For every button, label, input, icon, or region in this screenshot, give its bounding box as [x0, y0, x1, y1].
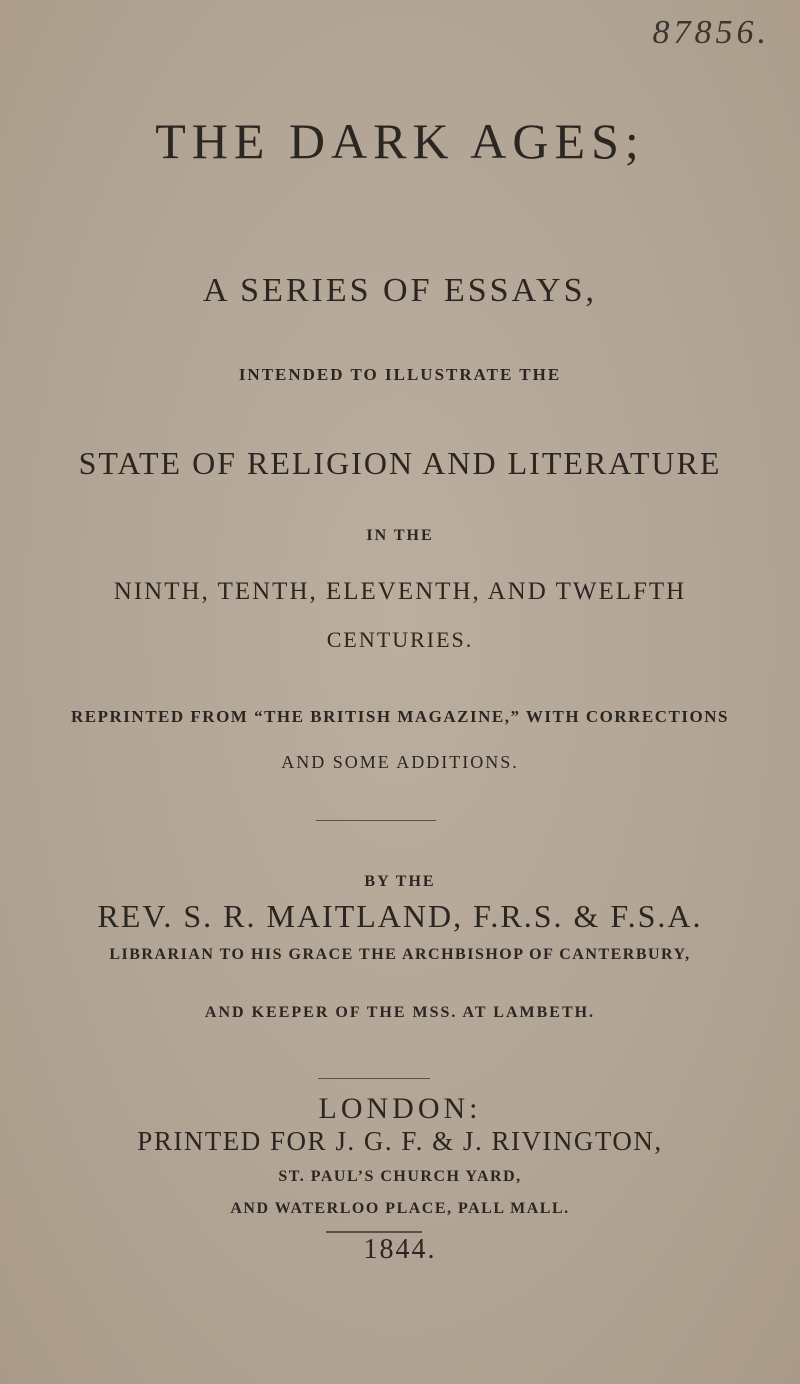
- imprint-address-1: ST. PAUL’S CHURCH YARD,: [278, 1168, 522, 1185]
- author-name: REV. S. R. MAITLAND, F.R.S. & F.S.A.: [97, 898, 703, 934]
- author-title-librarian: LIBRARIAN TO HIS GRACE THE ARCHBISHOP OF CANTERBURY,: [109, 946, 691, 963]
- subtitle-series: A SERIES OF ESSAYS,: [203, 272, 597, 309]
- divider-rule-2: [318, 1078, 430, 1079]
- imprint-london: LONDON:: [318, 1092, 482, 1125]
- imprint-printer: PRINTED FOR J. G. F. & J. RIVINGTON,: [137, 1126, 663, 1156]
- divider-rule-3: [326, 1231, 422, 1233]
- author-title-keeper: AND KEEPER OF THE MSS. AT LAMBETH.: [204, 1004, 596, 1021]
- imprint-address-2: AND WATERLOO PLACE, PALL MALL.: [230, 1200, 570, 1217]
- subtitle-in-the: IN THE: [366, 527, 434, 544]
- additions-note: AND SOME ADDITIONS.: [281, 752, 519, 772]
- reprinted-note: REPRINTED FROM “THE BRITISH MAGAZINE,” WITH CORRECTIONS: [71, 707, 729, 726]
- book-title: THE DARK AGES;: [155, 113, 645, 169]
- divider-rule-1: [316, 820, 436, 821]
- imprint-year: 1844.: [363, 1234, 437, 1265]
- by-the: BY THE: [364, 873, 436, 890]
- subtitle-intended: INTENDED TO ILLUSTRATE THE: [238, 365, 562, 384]
- subtitle-centuries-line1: NINTH, TENTH, ELEVENTH, AND TWELFTH: [113, 578, 687, 605]
- subtitle-centuries-line2: CENTURIES.: [326, 627, 474, 652]
- handwritten-shelfmark: 87856.: [652, 14, 770, 51]
- subtitle-state: STATE OF RELIGION AND LITERATURE: [78, 445, 722, 481]
